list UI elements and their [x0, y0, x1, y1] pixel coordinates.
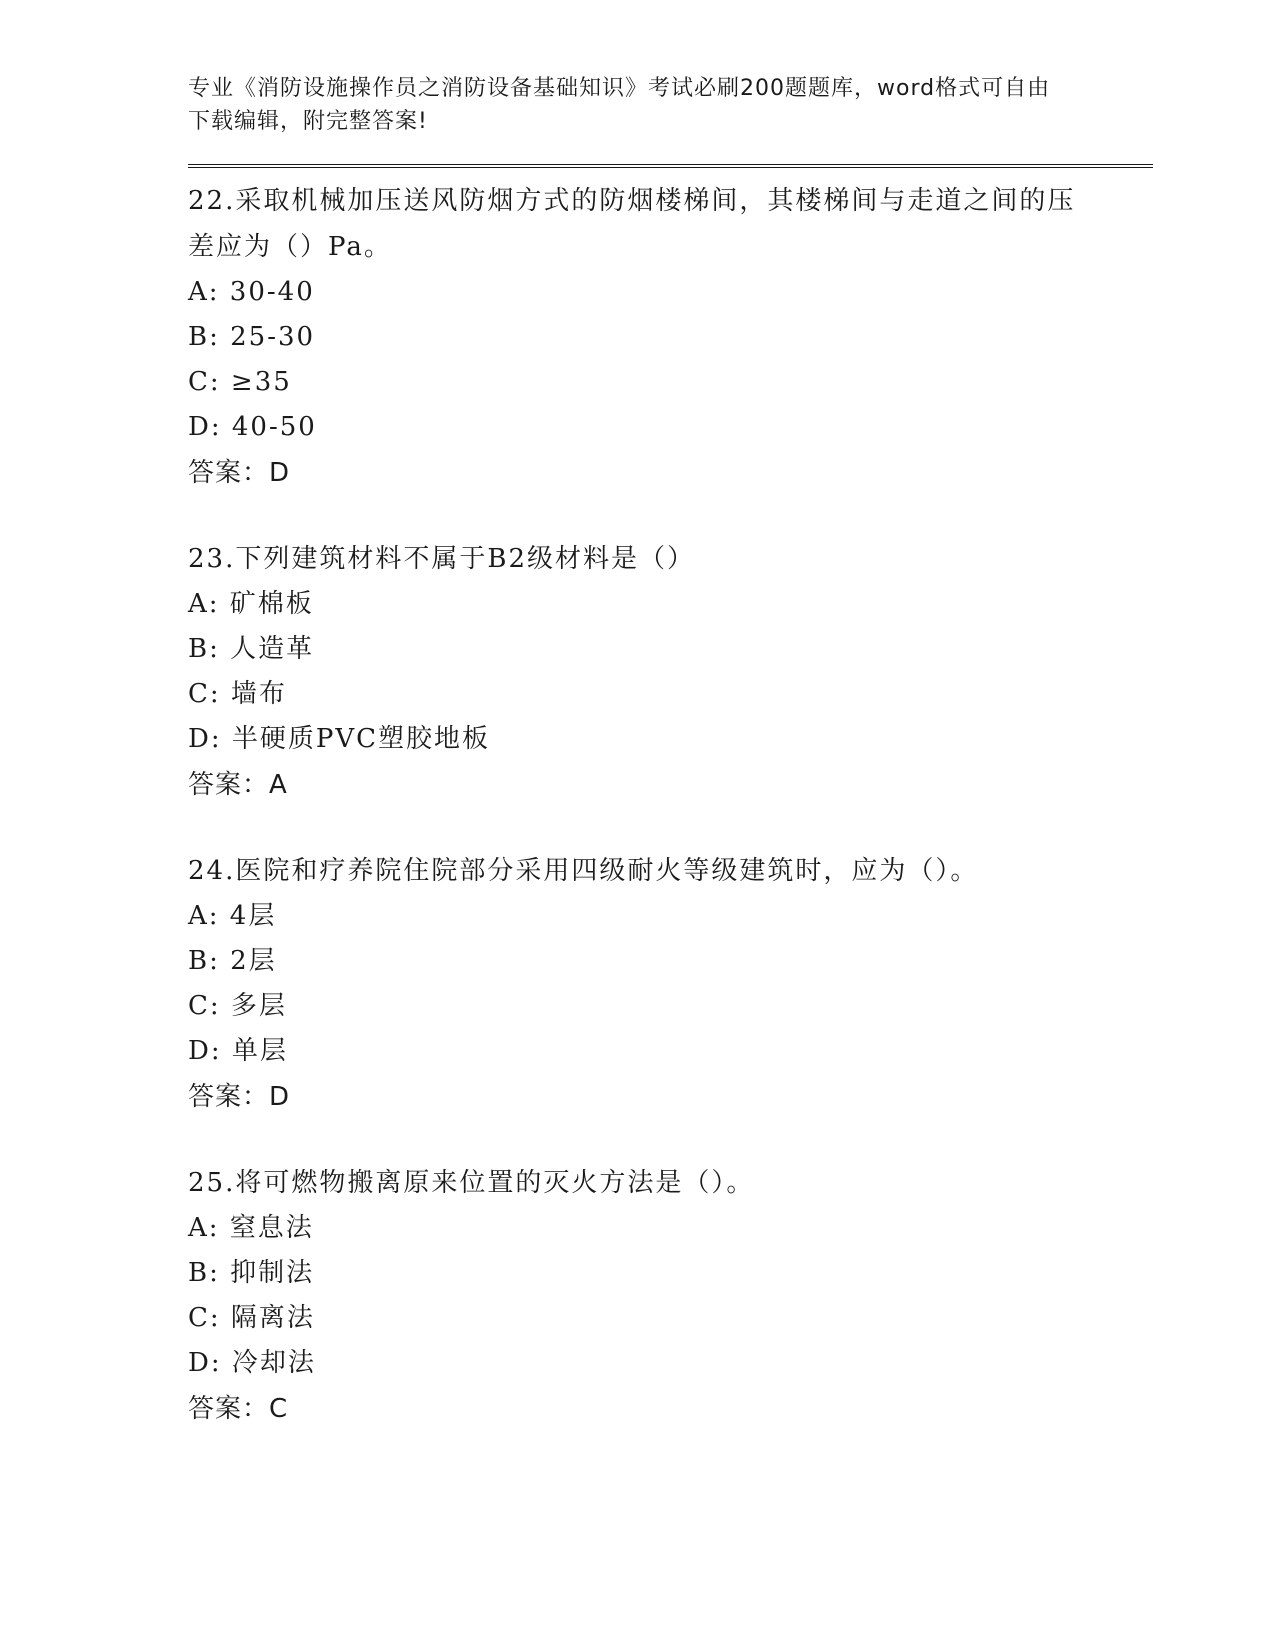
question-answer: 答案：C	[188, 1394, 289, 1424]
option-a: A: 4层	[188, 901, 277, 931]
question-answer: 答案：D	[188, 1082, 291, 1112]
question-25	[188, 1160, 1153, 1432]
option-c: C: ≥35	[188, 367, 292, 397]
question-answer: 答案：D	[188, 458, 291, 488]
question-answer: 答案：A	[188, 770, 288, 800]
option-c: C: 隔离法	[188, 1303, 315, 1333]
option-b: B: 抑制法	[188, 1258, 315, 1288]
question-stem: 22.采取机械加压送风防烟方式的防烟楼梯间，其楼梯间与走道之间的压差应为（）Pa。	[188, 186, 1076, 262]
header-divider	[188, 164, 1153, 168]
option-d: D: 40-50	[188, 412, 317, 442]
option-d: D: 单层	[188, 1036, 288, 1066]
document-header: 专业《消防设施操作员之消防设备基础知识》考试必刷200题题库，word格式可自由下载编辑，附完整答案!	[188, 76, 1051, 134]
option-c: C: 墙布	[188, 679, 287, 709]
question-list	[188, 178, 1153, 1432]
question-stem: 24.医院和疗养院住院部分采用四级耐火等级建筑时，应为（）。	[188, 856, 979, 886]
option-c: C: 多层	[188, 991, 287, 1021]
option-b: B: 人造革	[188, 634, 315, 664]
question-stem: 23.下列建筑材料不属于B2级材料是（）	[188, 544, 695, 574]
option-d: D: 半硬质PVC塑胶地板	[188, 724, 491, 754]
option-b: B: 25-30	[188, 322, 316, 352]
option-a: A: 矿棉板	[188, 589, 314, 619]
option-d: D: 冷却法	[188, 1348, 316, 1378]
question-22	[188, 178, 1153, 496]
option-b: B: 2层	[188, 946, 277, 976]
option-a: A: 30-40	[188, 277, 315, 307]
question-stem: 25.将可燃物搬离原来位置的灭火方法是（）。	[188, 1168, 755, 1198]
question-24	[188, 848, 1153, 1120]
document-page	[188, 72, 1153, 1472]
question-23	[188, 536, 1153, 808]
option-a: A: 窒息法	[188, 1213, 314, 1243]
